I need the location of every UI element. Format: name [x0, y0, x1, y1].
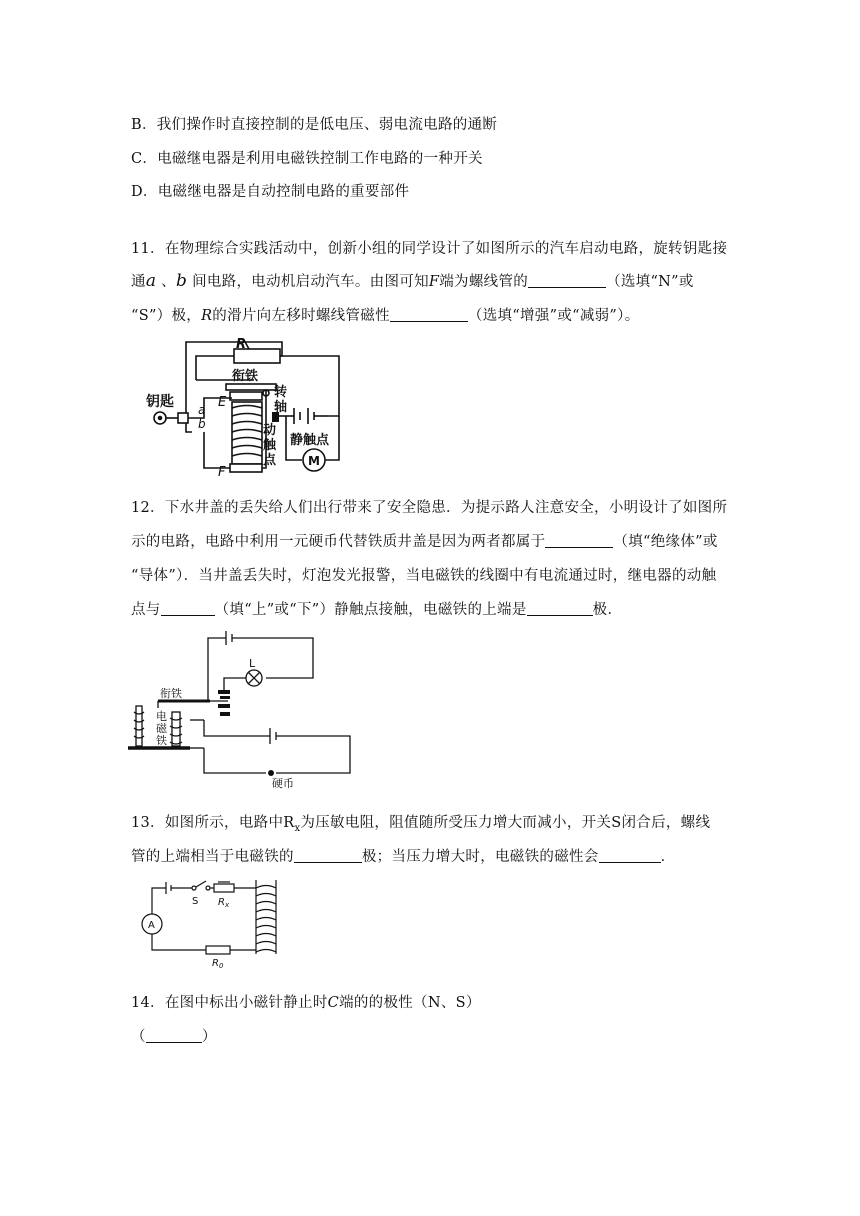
- q12-line-4: 点与 （填“上”或“下”）静触点接触，电磁铁的上端是 极．: [131, 602, 623, 618]
- q11-fig-armature-label: 衔铁: [232, 369, 259, 384]
- q13-fig-rx-label: $R_x$: [218, 897, 230, 909]
- q11-fig-f-label: F: [218, 465, 226, 480]
- q14-blank-1[interactable]: [146, 1028, 202, 1043]
- q13-fig-r0-label: $R_0$: [212, 958, 224, 970]
- q11-circuit-figure: [144, 336, 384, 480]
- q12-fig-armature-label: 衔铁: [160, 687, 182, 700]
- q11-fig-pivot-1: 转: [274, 385, 288, 400]
- q11-blank-2[interactable]: [390, 307, 468, 322]
- q12-line-3: “导体”）．当井盖丢失时，灯泡发光报警，当电磁铁的线圈中有电流通过时，继电器的动触: [131, 568, 717, 584]
- q12-line-1: 12．下水井盖的丢失给人们出行带来了安全隐患．为提示路人注意安全，小明设计了如图所: [131, 500, 728, 516]
- q11-fig-b-label: b: [198, 417, 206, 431]
- q12-circuit-figure: [128, 628, 368, 790]
- q13-line-2: 管的上端相当于电磁铁的 极；当压力增大时，电磁铁的磁性会 ．: [131, 849, 676, 865]
- q11-blank-1[interactable]: [528, 273, 606, 288]
- q12-fig-em-2: 磁: [156, 722, 167, 735]
- q11-fig-a-label: a: [198, 403, 206, 417]
- q11-fig-static-label: 静触点: [290, 433, 330, 448]
- q14-line-1: 14．在图中标出小磁针静止时C端的的极性（N、S）: [131, 995, 481, 1011]
- q11-line-3: “S”）极，R的滑片向左移时螺线管磁性 （选填“增强”或“减弱”）。: [131, 308, 640, 324]
- q12-fig-em-1: 电: [156, 710, 167, 723]
- q11-line-1: 11．在物理综合实践活动中，创新小组的同学设计了如图所示的汽车启动电路，旋转钥匙接: [131, 241, 728, 257]
- q11-fig-e-label: E: [218, 395, 227, 410]
- q12-fig-coin-label: 硬币: [272, 777, 294, 790]
- q13-fig-ammeter-label: A: [148, 920, 155, 931]
- q11-line-2: 通a 、b 间电路，电动机启动汽车。由图可知F端为螺线管的 （选填“N”或: [131, 271, 694, 291]
- q13-blank-2[interactable]: [599, 848, 661, 863]
- q13-line-1: 13．如图所示，电路中$R_x$为压敏电阻，阻值随所受压力增大而减小，开关S闭合后，螺线: [131, 815, 711, 834]
- q11-fig-pivot-2: 轴: [274, 400, 288, 415]
- q13-blank-1[interactable]: [294, 848, 362, 863]
- option-c: C．电磁继电器是利用电磁铁控制工作电路的一种开关: [131, 151, 483, 167]
- q11-fig-key-label: 钥匙: [146, 394, 174, 410]
- q12-fig-lamp-label: L: [249, 657, 256, 670]
- q14-line-2: （ ）: [131, 1029, 217, 1045]
- option-d: D．电磁继电器是自动控制电路的重要部件: [131, 184, 410, 200]
- q12-line-2: 示的电路，电路中利用一元硬币代替铁质井盖是因为两者都属于 （填“绝缘体”或: [131, 534, 718, 550]
- q12-fig-em-3: 铁: [156, 734, 167, 747]
- q11-fig-r-label: R: [236, 337, 247, 352]
- q13-circuit-figure: [134, 874, 290, 970]
- q11-fig-moving-3: 点: [263, 453, 277, 468]
- q11-fig-moving-2: 触: [263, 438, 277, 453]
- q12-blank-3[interactable]: [527, 601, 593, 616]
- q11-fig-moving-1: 动: [263, 423, 277, 438]
- q11-fig-motor-label: M: [308, 454, 320, 468]
- q13-fig-switch-label: S: [192, 896, 199, 907]
- q12-blank-2[interactable]: [161, 601, 215, 616]
- option-b: B．我们操作时直接控制的是低电压、弱电流电路的通断: [131, 117, 498, 133]
- q12-blank-1[interactable]: [545, 533, 613, 548]
